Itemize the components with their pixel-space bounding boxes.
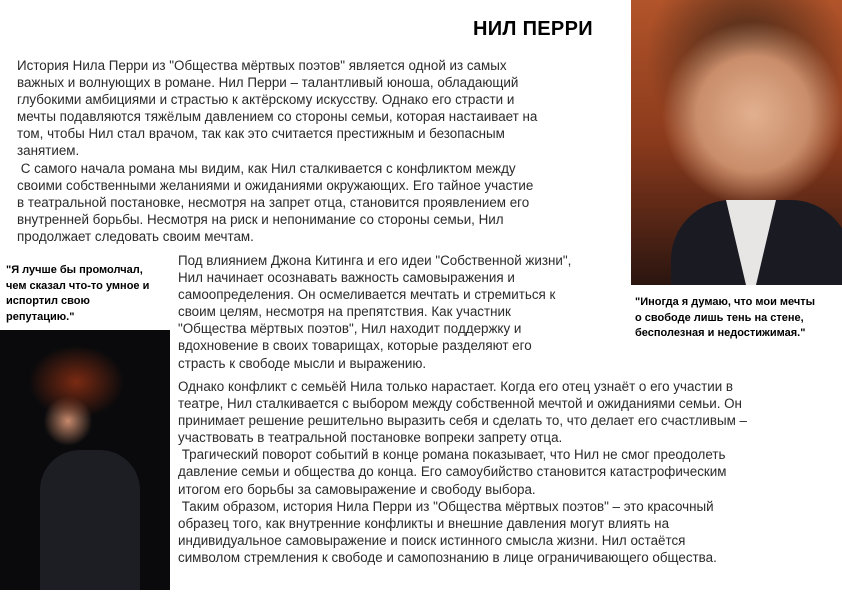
photo-figure [40,450,140,590]
text-line: Таким образом, история Нила Перри из "Общества мёртвых поэтов" – это красочный [178,498,714,514]
page-title: НИЛ ПЕРРИ [473,18,593,40]
quote-line: о свободе лишь тень на стене, [635,311,804,324]
quote-line: бесполезная и недостижимая." [635,327,806,339]
quote-right [635,295,815,342]
quote-line: "Я лучше бы промолчал, [6,264,143,276]
neil-perry-stage-photo [0,330,170,590]
text-line: итогом его борьбы за самовыражение и свободу выбора. [178,481,536,497]
text-line: Нил начинает осознавать важность самовыражения и [178,270,515,286]
text-line: важных и волнующих в романе. Нил Перри – талантливый юноша, обладающий [17,75,519,91]
quote-line: "Иногда я думаю, что мои мечты [635,296,816,308]
text-line: История Нила Перри из "Общества мёртвых поэтов" является одной из самых [17,58,507,73]
neil-perry-portrait-photo [631,0,842,285]
keating-influence-paragraph [178,252,571,372]
text-line: принимает решение решительно выразить себя и сделать то, что делает его счастливым – [178,413,747,429]
text-line: участвовать в театральной постановке вопреки запрету отца. [178,430,563,446]
quote-line: репутацию." [6,310,75,323]
text-line: своим целям, несмотря на препятствия. Как участник [178,304,511,320]
text-line: продолжает следовать своим мечтам. [17,228,254,244]
text-line: страсть к свободе мысли и выражению. [178,355,427,371]
text-line: в театральной постановке, несмотря на запрет отца, становится проявлением его [17,194,530,210]
text-line: самоопределения. Он осмеливается мечтать и стремиться к [178,287,556,303]
text-line: Под влиянием Джона Китинга и его идеи "Собственной жизни", [178,253,572,268]
quote-left [6,263,149,325]
quote-line: чем сказал что-то умное и [6,279,150,292]
text-line: мечты подавляются тяжёлым давлением со стороны семьи, которая настаивает на [17,109,538,125]
text-line: том, чтобы Нил стал врачом, так как это считается престижным и безопасным [17,126,505,142]
text-line: глубокими амбициями и страстью к актёрскому искусству. Однако его страсти и [17,92,515,108]
text-line: занятием. [17,143,80,159]
text-line: театре, Нил сталкивается с выбором между собственной мечтой и ожиданиями семьи. Он [178,396,742,412]
text-line: внутренней борьбы. Несмотря на риск и непонимание со стороны семьи, Нил [17,211,504,227]
text-line: образец того, как внутренние конфликты и внешние давления могут влиять на [178,515,670,531]
text-line: индивидуальное самовыражение и поиск истинного смысла жизни. Нил остаётся [178,532,686,548]
text-line: давление семьи и общества до конца. Его самоубийство становится катастрофическим [178,464,727,480]
text-line: Однако конфликт с семьёй Нила только нарастает. Когда его отец узнаёт о его участии в [178,379,734,394]
intro-paragraph [17,57,537,245]
text-line: вдохновение в своих товарищах, которые разделяют его [178,338,532,354]
text-line: Трагический поворот событий в конце романа показывает, что Нил не смог преодолеть [178,447,726,463]
conclusion-paragraph [178,378,747,566]
text-line: С самого начала романа мы видим, как Нил сталкивается с конфликтом между [17,160,516,176]
quote-line: испортил свою [6,295,90,307]
text-line: символом стремления к свободе и самопознанию в лице ограничивающего общества. [178,549,717,565]
text-line: "Общества мёртвых поэтов", Нил находит поддержку и [178,321,522,337]
text-line: своими собственными желаниями и ожиданиями окружающих. Его тайное участие [17,177,534,193]
